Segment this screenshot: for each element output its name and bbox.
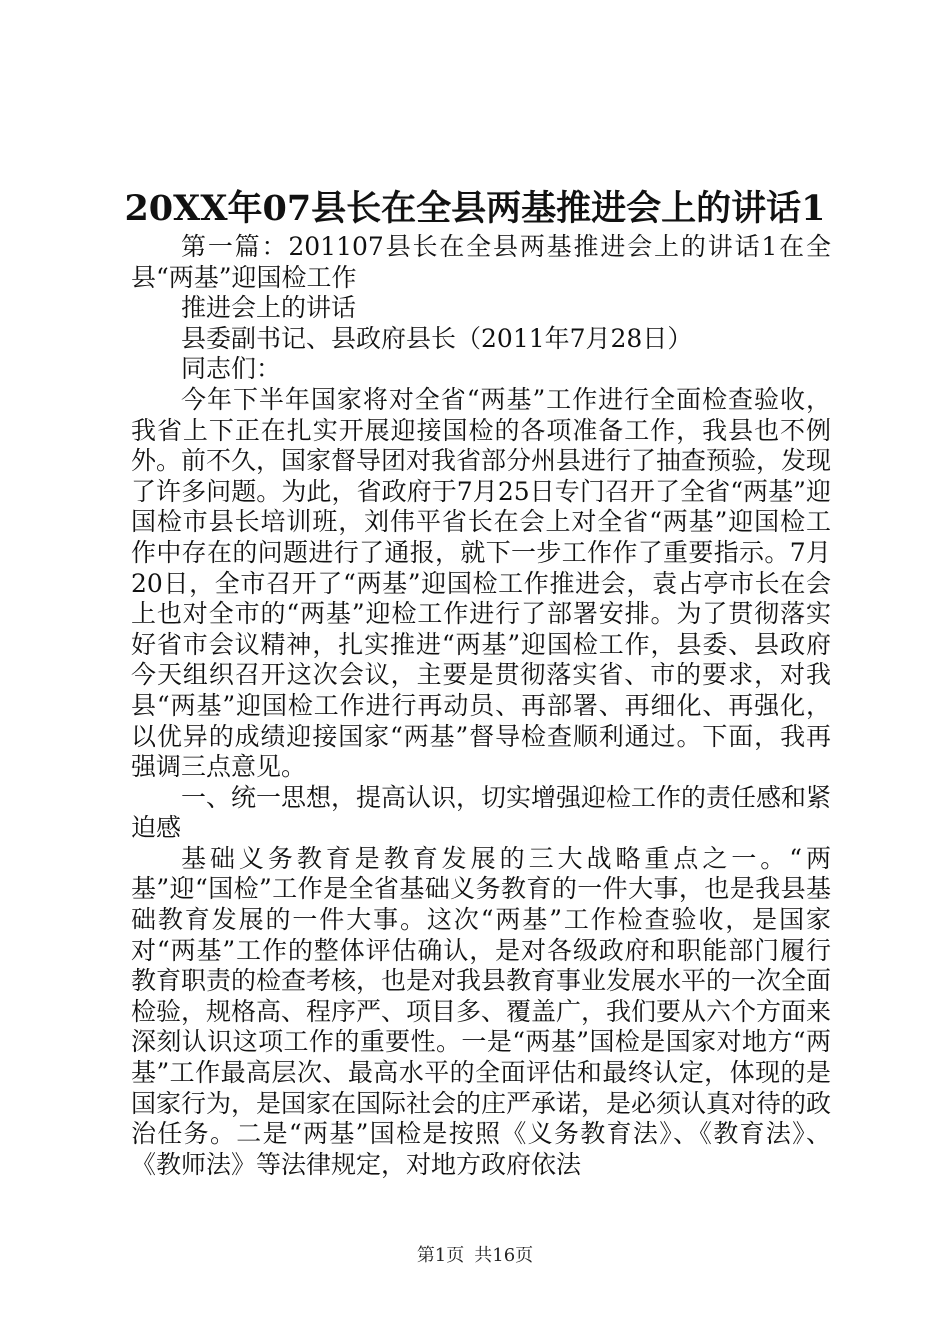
paragraph-heading-line: 第一篇：201107县长在全县两基推进会上的讲话1在全县“两基”迎国检工作 — [131, 232, 831, 292]
page-footer — [0, 1244, 950, 1268]
paragraph-speaker: 县委副书记、县政府县长（2011年7月28日） — [181, 323, 693, 353]
document-title: 20XX年07县长在全县两基推进会上的讲话1 — [124, 188, 826, 229]
paragraph-heading-continued: 推进会上的讲话 — [181, 293, 357, 323]
paragraph-introduction: 今年下半年国家将对全省“两基”工作进行全面检查验收，我省上下正在扎实开展迎接国检的各项准备工作，我县也不例外。前不久，国家督导团对我省部分州县进行了抽查预验，发现了许多问题。为此，省政府于7月25日专门召开了全省“两基”迎国检市县长培训班，刘伟平省长在会上对全省“两基”迎国检工作中存在的问题进行了通报，就下一步工作作了重要指示。7月20日，全市召开了“两基”迎国检工作推进会，袁占亭市长在会上也对全市的“两基”迎检工作进行了部署安排。为了贯彻落实好省市会议精神，扎实推进“两基”迎国检工作，县委、县政府今天组织召开这次会议，主要是贯彻落实省、市的要求，对我县“两基”迎国检工作进行再动员、再部署、再细化、再强化，以优异的成绩迎接国家“两基”督导检查顺利通过。下面，我再强调三点意见。 — [131, 384, 832, 782]
paragraph-salutation: 同志们： — [181, 354, 282, 384]
page-total: 共16页 — [474, 1245, 534, 1266]
page-number: 第1页 — [416, 1245, 465, 1266]
paragraph-section-heading: 一、统一思想，提高认识，切实增强迎检工作的责任感和紧迫感 — [131, 782, 832, 843]
document-body — [131, 232, 831, 1180]
paragraph-section-body: 基础义务教育是教育发展的三大战略重点之一。“两基”迎“国检”工作是全省基础义务教育的一件大事，也是我县基础教育发展的一件大事。这次“两基”工作检查验收，是国家对“两基”工作的整体评估确认，是对各级政府和职能部门履行教育职责的检查考核，也是对我县教育事业发展水平的一次全面检验，规格高、程序严、项目多、覆盖广，我们要从六个方面来深刻认识这项工作的重要性。一是“两基”国检是国家对地方“两基”工作最高层次、最高水平的全面评估和最终认定，体现的是国家行为，是国家在国际社会的庄严承诺，是必须认真对待的政治任务。二是“两基”国检是按照《义务教育法》、《教育法》、《教师法》等法律规定，对地方政府依法 — [131, 843, 832, 1179]
